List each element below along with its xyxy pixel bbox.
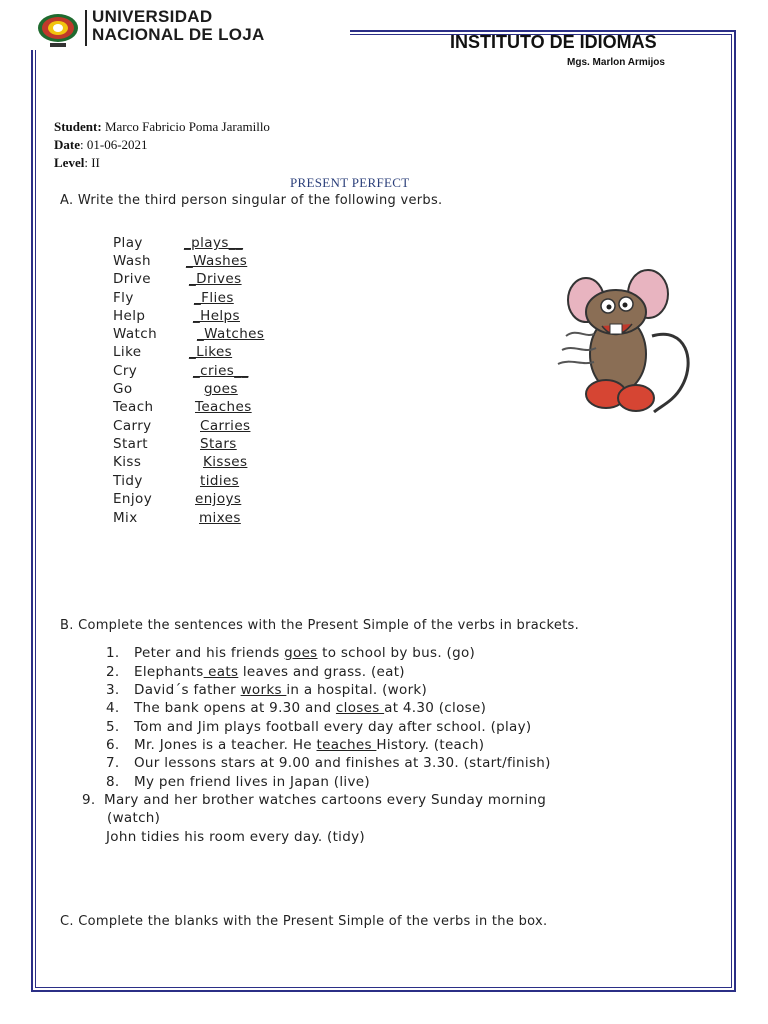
verb-answer: _Helps (193, 308, 240, 324)
verb-answer: _cries__ (193, 363, 249, 379)
sentence-text: Mary and her brother watches cartoons every Sunday morning (104, 792, 547, 808)
sentence-text: David´s father (134, 682, 241, 698)
sentence-1 (106, 645, 475, 661)
verb-label: Play (113, 235, 143, 251)
section-c-instruction: C. Complete the blanks with the Present Simple of the verbs in the box. (60, 914, 548, 929)
verb-label: Go (113, 381, 133, 397)
verb-label: Carry (113, 418, 152, 434)
verb-label: Like (113, 344, 142, 360)
student-name: Marco Fabricio Poma Jaramillo (104, 119, 270, 134)
verb-answer: _Washes (186, 253, 248, 269)
cartoon-mouse-icon (556, 266, 700, 418)
sentence-text: Peter and his friends (134, 645, 285, 661)
university-name-line1: UNIVERSIDAD (92, 7, 213, 26)
sentence-number: 3. (106, 682, 120, 698)
sentence-number: 6. (106, 737, 120, 753)
sentence-text: History. (teach) (376, 737, 485, 753)
sentence-10: John tidies his room every day. (tidy) (106, 829, 365, 845)
verb-answer: tidies (200, 473, 240, 489)
verb-label: Mix (113, 510, 138, 526)
student-line (54, 119, 270, 135)
sentence-6 (106, 737, 484, 753)
verb-answer: _Flies (194, 290, 234, 306)
date-value: : 01-06-2021 (80, 137, 148, 152)
verb-label: Drive (113, 271, 151, 287)
level-label: Level (54, 155, 85, 170)
sentence-9-continuation: (watch) (107, 810, 161, 826)
sentence-answer: teaches (316, 737, 377, 753)
sentence-number: 8. (106, 774, 120, 790)
university-name (92, 8, 265, 44)
sentence-text: Tom and Jim plays football every day after school. (play) (134, 719, 532, 735)
sentence-text: Elephants (134, 664, 204, 680)
institute-title: INSTITUTO DE IDIOMAS (450, 32, 657, 52)
verb-answer: _Watches (197, 326, 265, 342)
level-line (54, 155, 100, 171)
verb-label: Wash (113, 253, 151, 269)
sentence-text: Mr. Jones is a teacher. He (134, 737, 317, 753)
verb-answer: _Likes (189, 344, 233, 360)
sentence-answer: works (240, 682, 287, 698)
verb-answer: enjoys (195, 491, 242, 507)
sentence-5 (106, 719, 532, 735)
verb-answer: Carries (200, 418, 251, 434)
sentence-answer: closes (335, 700, 385, 716)
sentence-3 (106, 682, 427, 698)
university-seal-icon (36, 10, 80, 50)
verb-answer: Kisses (203, 454, 248, 470)
verb-label: Enjoy (113, 491, 153, 507)
sentence-number: 5. (106, 719, 120, 735)
section-b-instruction: B. Complete the sentences with the Present Simple of the verbs in brackets. (60, 618, 580, 633)
logo-divider (85, 10, 87, 46)
sentence-2 (106, 664, 405, 680)
student-label: Student: (54, 119, 102, 134)
sentence-4 (106, 700, 486, 716)
verb-label: Start (113, 436, 148, 452)
verb-answer: Stars (200, 436, 237, 452)
verb-answer: goes (204, 381, 238, 397)
verb-label: Watch (113, 326, 158, 342)
level-value: : II (84, 155, 100, 170)
sentence-answer: eats (203, 664, 239, 680)
verb-answer: Teaches (195, 399, 252, 415)
verb-answer: _Drives (189, 271, 242, 287)
sentence-7 (106, 755, 551, 771)
sentence-text: at 4.30 (close) (384, 700, 487, 716)
university-name-line2: NACIONAL DE LOJA (92, 25, 265, 44)
section-a-instruction: A. Write the third person singular of the following verbs. (60, 193, 443, 208)
verb-label: Tidy (113, 473, 143, 489)
sentence-text: to school by bus. (go) (317, 645, 476, 661)
date-label: Date (54, 137, 80, 152)
sentence-number: 4. (106, 700, 120, 716)
sentence-number: 9. (82, 792, 96, 808)
sentence-number: 7. (106, 755, 120, 771)
sentence-9 (82, 792, 546, 808)
verb-answer: mixes (199, 510, 241, 526)
verb-answer: _plays__ (184, 235, 244, 251)
verb-label: Fly (113, 290, 134, 306)
verb-label: Help (113, 308, 146, 324)
sentence-text: My pen friend lives in Japan (live) (134, 774, 370, 790)
verb-label: Teach (113, 399, 154, 415)
verb-label: Kiss (113, 454, 142, 470)
lesson-title: PRESENT PERFECT (290, 175, 410, 190)
verb-label: Cry (113, 363, 138, 379)
teacher-name: Mgs. Marlon Armijos (567, 57, 665, 68)
date-line (54, 137, 148, 153)
sentence-text: in a hospital. (work) (286, 682, 428, 698)
sentence-text: leaves and grass. (eat) (238, 664, 405, 680)
sentence-text: The bank opens at 9.30 and (134, 700, 336, 716)
sentence-text: Our lessons stars at 9.00 and finishes at 3.30. (start/finish) (134, 755, 551, 771)
sentence-8 (106, 774, 370, 790)
sentence-answer: goes (284, 645, 318, 661)
sentence-number: 2. (106, 664, 120, 680)
sentence-number: 1. (106, 645, 120, 661)
